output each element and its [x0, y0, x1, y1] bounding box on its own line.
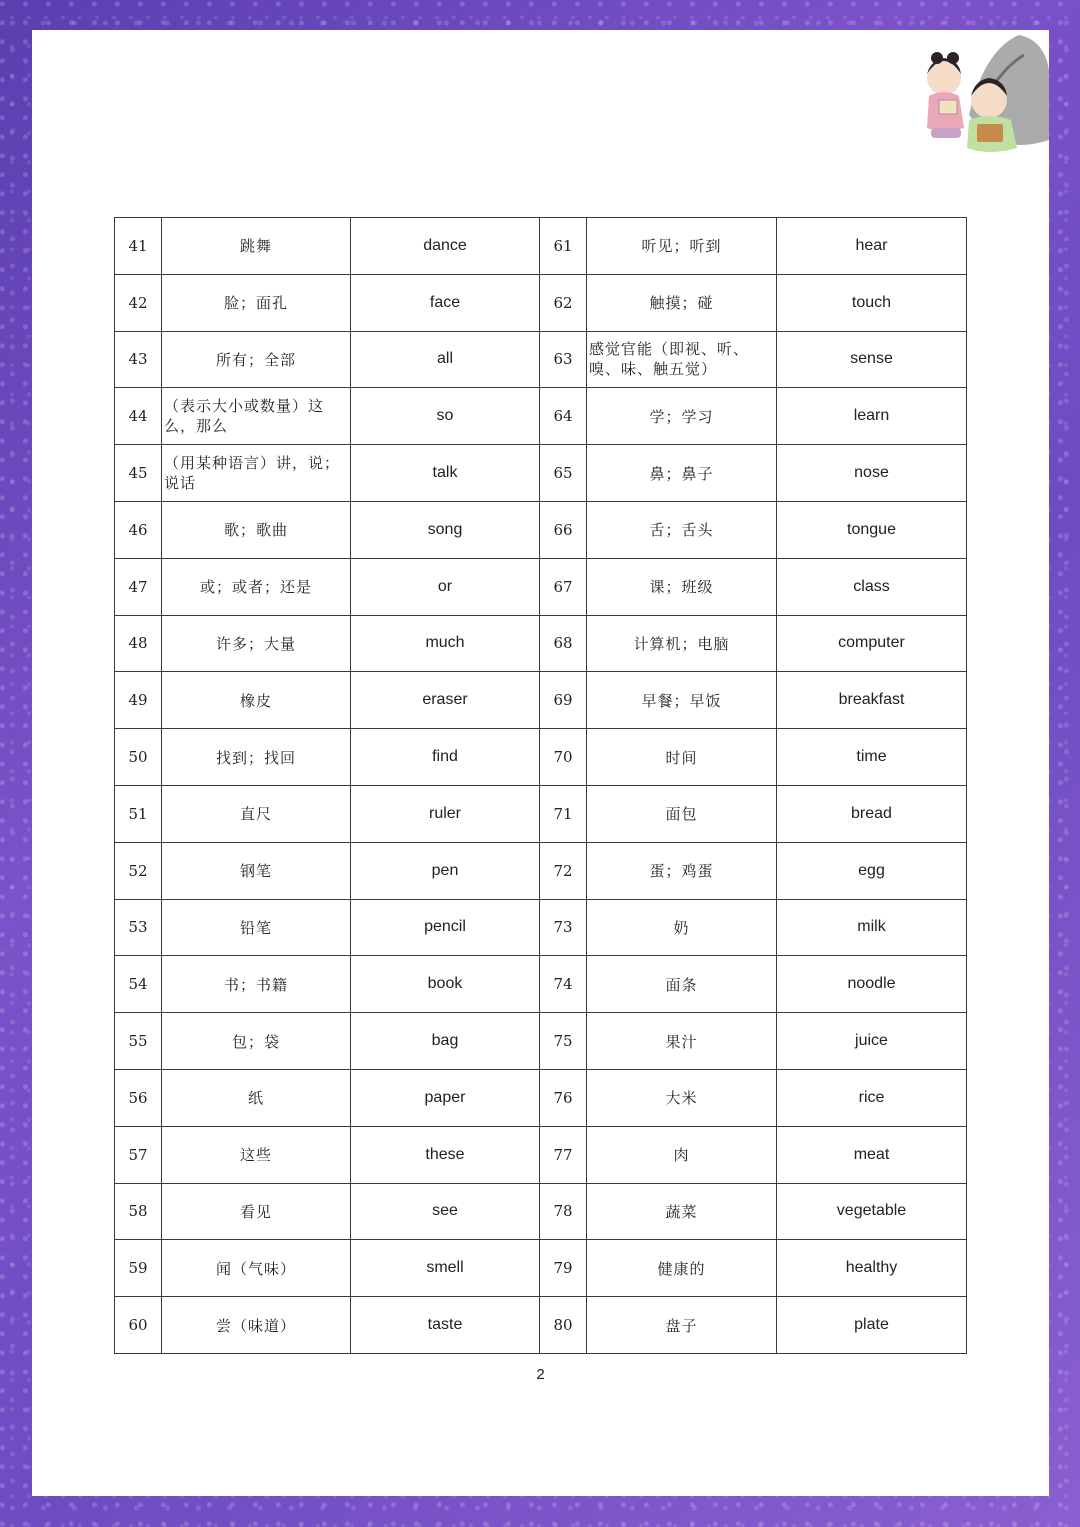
english-word-cell: rice — [777, 1069, 967, 1126]
english-word-cell: so — [351, 388, 540, 445]
english-word-cell: pencil — [351, 899, 540, 956]
chinese-meaning-cell: 看见 — [162, 1183, 351, 1240]
table-row — [115, 445, 967, 502]
word-number-cell: 54 — [115, 956, 162, 1013]
word-number-cell: 59 — [115, 1240, 162, 1297]
table-row — [115, 672, 967, 729]
chinese-meaning-cell: 感觉官能（即视、听、嗅、味、触五觉） — [587, 331, 777, 388]
chinese-meaning-cell: 这些 — [162, 1126, 351, 1183]
chinese-meaning-cell: 橡皮 — [162, 672, 351, 729]
chinese-meaning-cell: 健康的 — [587, 1240, 777, 1297]
children-reading-illustration — [909, 30, 1049, 160]
english-word-cell: see — [351, 1183, 540, 1240]
table-row — [115, 388, 967, 445]
word-number-cell: 58 — [115, 1183, 162, 1240]
table-row — [115, 615, 967, 672]
word-number-cell: 63 — [540, 331, 587, 388]
word-number-cell: 42 — [115, 274, 162, 331]
chinese-meaning-cell: 纸 — [162, 1069, 351, 1126]
english-word-cell: bread — [777, 785, 967, 842]
chinese-meaning-cell: 肉 — [587, 1126, 777, 1183]
english-word-cell: these — [351, 1126, 540, 1183]
english-word-cell: egg — [777, 842, 967, 899]
word-number-cell: 70 — [540, 729, 587, 786]
vocabulary-table — [114, 217, 967, 1354]
english-word-cell: find — [351, 729, 540, 786]
word-number-cell: 77 — [540, 1126, 587, 1183]
english-word-cell: paper — [351, 1069, 540, 1126]
english-word-cell: dance — [351, 218, 540, 275]
chinese-meaning-cell: 鼻；鼻子 — [587, 445, 777, 502]
word-number-cell: 53 — [115, 899, 162, 956]
chinese-meaning-cell: 直尺 — [162, 785, 351, 842]
word-number-cell: 46 — [115, 501, 162, 558]
english-word-cell: touch — [777, 274, 967, 331]
chinese-meaning-cell: 面条 — [587, 956, 777, 1013]
chinese-meaning-cell: 大米 — [587, 1069, 777, 1126]
chinese-meaning-cell: 尝（味道） — [162, 1297, 351, 1354]
word-number-cell: 76 — [540, 1069, 587, 1126]
word-number-cell: 80 — [540, 1297, 587, 1354]
chinese-meaning-cell: 跳舞 — [162, 218, 351, 275]
table-row — [115, 1013, 967, 1070]
chinese-meaning-cell: 果汁 — [587, 1013, 777, 1070]
word-number-cell: 52 — [115, 842, 162, 899]
english-word-cell: or — [351, 558, 540, 615]
chinese-meaning-cell: （表示大小或数量）这么，那么 — [162, 388, 351, 445]
table-row — [115, 842, 967, 899]
chinese-meaning-cell: 盘子 — [587, 1297, 777, 1354]
chinese-meaning-cell: 蔬菜 — [587, 1183, 777, 1240]
word-number-cell: 47 — [115, 558, 162, 615]
english-word-cell: song — [351, 501, 540, 558]
word-number-cell: 65 — [540, 445, 587, 502]
word-number-cell: 44 — [115, 388, 162, 445]
chinese-meaning-cell: 奶 — [587, 899, 777, 956]
english-word-cell: taste — [351, 1297, 540, 1354]
word-number-cell: 51 — [115, 785, 162, 842]
word-number-cell: 69 — [540, 672, 587, 729]
word-number-cell: 43 — [115, 331, 162, 388]
chinese-meaning-cell: 蛋；鸡蛋 — [587, 842, 777, 899]
chinese-meaning-cell: 许多；大量 — [162, 615, 351, 672]
word-number-cell: 72 — [540, 842, 587, 899]
chinese-meaning-cell: 歌；歌曲 — [162, 501, 351, 558]
word-number-cell: 55 — [115, 1013, 162, 1070]
english-word-cell: breakfast — [777, 672, 967, 729]
chinese-meaning-cell: 钢笔 — [162, 842, 351, 899]
page-number: 2 — [536, 1366, 545, 1383]
table-row — [115, 501, 967, 558]
table-row — [115, 1183, 967, 1240]
english-word-cell: book — [351, 956, 540, 1013]
table-row — [115, 331, 967, 388]
english-word-cell: ruler — [351, 785, 540, 842]
english-word-cell: milk — [777, 899, 967, 956]
document-page — [32, 30, 1049, 1496]
english-word-cell: hear — [777, 218, 967, 275]
table-row — [115, 956, 967, 1013]
word-number-cell: 50 — [115, 729, 162, 786]
english-word-cell: juice — [777, 1013, 967, 1070]
word-number-cell: 66 — [540, 501, 587, 558]
english-word-cell: meat — [777, 1126, 967, 1183]
english-word-cell: healthy — [777, 1240, 967, 1297]
word-number-cell: 73 — [540, 899, 587, 956]
chinese-meaning-cell: 听见；听到 — [587, 218, 777, 275]
word-number-cell: 79 — [540, 1240, 587, 1297]
word-number-cell: 49 — [115, 672, 162, 729]
word-number-cell: 67 — [540, 558, 587, 615]
word-number-cell: 75 — [540, 1013, 587, 1070]
table-row — [115, 729, 967, 786]
word-number-cell: 71 — [540, 785, 587, 842]
table-row — [115, 558, 967, 615]
chinese-meaning-cell: （用某种语言）讲，说；说话 — [162, 445, 351, 502]
chinese-meaning-cell: 时间 — [587, 729, 777, 786]
english-word-cell: learn — [777, 388, 967, 445]
table-row — [115, 1126, 967, 1183]
word-number-cell: 64 — [540, 388, 587, 445]
table-row — [115, 274, 967, 331]
word-number-cell: 45 — [115, 445, 162, 502]
word-number-cell: 56 — [115, 1069, 162, 1126]
english-word-cell: plate — [777, 1297, 967, 1354]
word-number-cell: 57 — [115, 1126, 162, 1183]
table-row — [115, 1240, 967, 1297]
chinese-meaning-cell: 闻（气味） — [162, 1240, 351, 1297]
table-row — [115, 1297, 967, 1354]
english-word-cell: talk — [351, 445, 540, 502]
word-number-cell: 41 — [115, 218, 162, 275]
english-word-cell: vegetable — [777, 1183, 967, 1240]
english-word-cell: sense — [777, 331, 967, 388]
chinese-meaning-cell: 计算机；电脑 — [587, 615, 777, 672]
word-number-cell: 68 — [540, 615, 587, 672]
chinese-meaning-cell: 面包 — [587, 785, 777, 842]
english-word-cell: tongue — [777, 501, 967, 558]
table-row — [115, 218, 967, 275]
word-number-cell: 78 — [540, 1183, 587, 1240]
english-word-cell: time — [777, 729, 967, 786]
word-number-cell: 74 — [540, 956, 587, 1013]
table-row — [115, 1069, 967, 1126]
english-word-cell: pen — [351, 842, 540, 899]
chinese-meaning-cell: 包；袋 — [162, 1013, 351, 1070]
chinese-meaning-cell: 触摸；碰 — [587, 274, 777, 331]
english-word-cell: nose — [777, 445, 967, 502]
english-word-cell: smell — [351, 1240, 540, 1297]
chinese-meaning-cell: 所有；全部 — [162, 331, 351, 388]
english-word-cell: eraser — [351, 672, 540, 729]
english-word-cell: bag — [351, 1013, 540, 1070]
chinese-meaning-cell: 书；书籍 — [162, 956, 351, 1013]
chinese-meaning-cell: 早餐；早饭 — [587, 672, 777, 729]
word-number-cell: 61 — [540, 218, 587, 275]
chinese-meaning-cell: 铅笔 — [162, 899, 351, 956]
word-number-cell: 48 — [115, 615, 162, 672]
table-row — [115, 785, 967, 842]
chinese-meaning-cell: 舌；舌头 — [587, 501, 777, 558]
chinese-meaning-cell: 学；学习 — [587, 388, 777, 445]
english-word-cell: class — [777, 558, 967, 615]
chinese-meaning-cell: 课；班级 — [587, 558, 777, 615]
english-word-cell: computer — [777, 615, 967, 672]
english-word-cell: much — [351, 615, 540, 672]
chinese-meaning-cell: 或；或者；还是 — [162, 558, 351, 615]
english-word-cell: all — [351, 331, 540, 388]
vocabulary-table-body — [115, 218, 967, 1354]
word-number-cell: 60 — [115, 1297, 162, 1354]
word-number-cell: 62 — [540, 274, 587, 331]
chinese-meaning-cell: 脸；面孔 — [162, 274, 351, 331]
chinese-meaning-cell: 找到；找回 — [162, 729, 351, 786]
english-word-cell: face — [351, 274, 540, 331]
table-row — [115, 899, 967, 956]
english-word-cell: noodle — [777, 956, 967, 1013]
